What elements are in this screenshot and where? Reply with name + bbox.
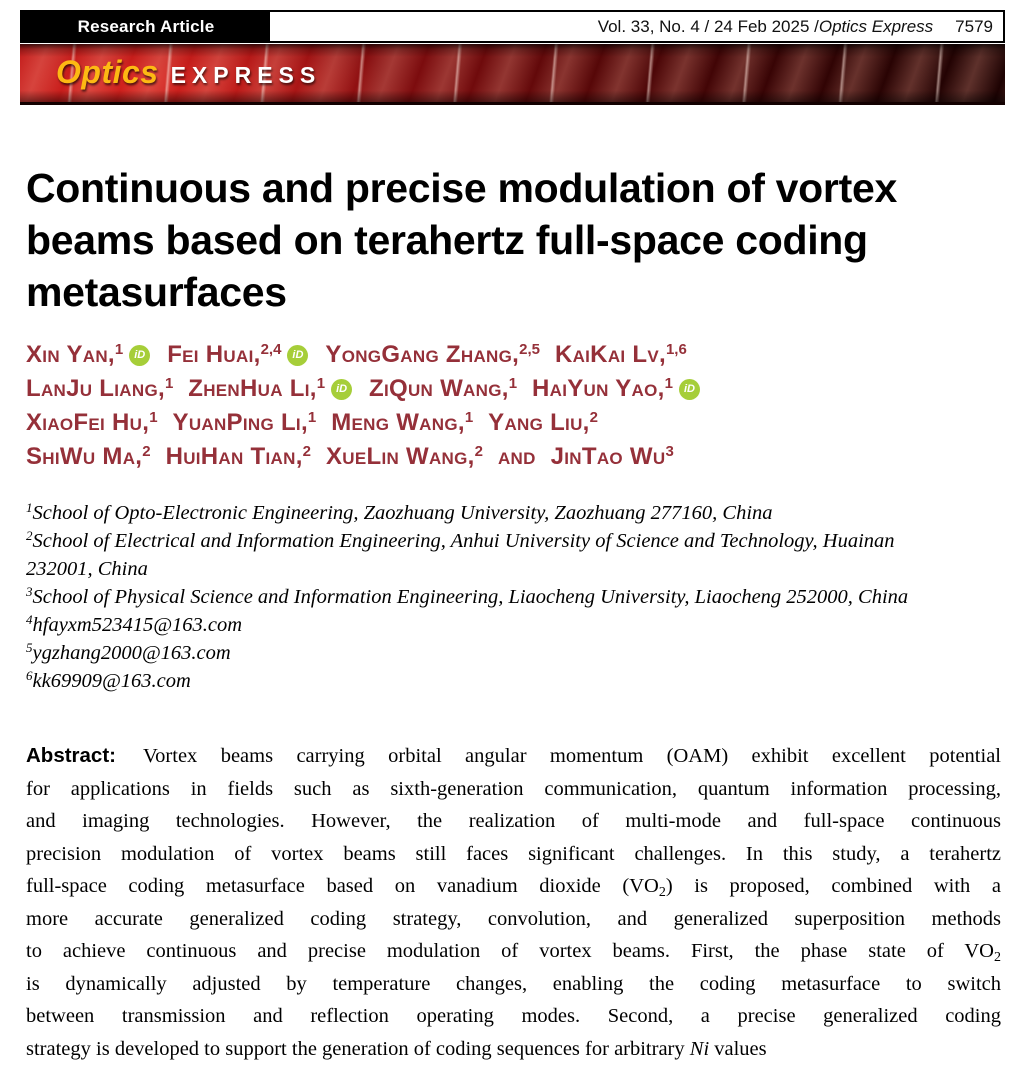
article-title <box>26 162 1004 318</box>
author-name-text: JinTao Wu <box>551 443 666 470</box>
abstract-line: full-space coding metasurface based on vanadium dioxide $(VO_2)$ is proposed, combined with a <box>26 870 1001 903</box>
affiliation-sup: 6 <box>26 668 33 683</box>
author-affiliation-sup: 1 <box>509 375 517 392</box>
author-list <box>26 338 1016 474</box>
article-title-line: Continuous and precise modulation of vortex <box>26 162 1004 214</box>
author-affiliation-sup: 2 <box>142 443 150 460</box>
article-type-badge <box>22 12 270 41</box>
subscript: 2 <box>994 950 1001 965</box>
abstract-line: and imaging technologies. However, the realization of multi-mode and full-space continuous <box>26 805 1001 838</box>
author-name: YuanPing Li,$^1$ <box>173 409 317 436</box>
author-name-text: LanJu Liang <box>26 375 158 402</box>
author-affiliation-sup: 2 <box>475 443 483 460</box>
email-line[interactable]: $^6$kk69909@163.com <box>26 667 1024 695</box>
affiliation-line: $^1$School of Opto-Electronic Engineering, Zaozhuang University, Zaozhuang 277160, China <box>26 499 1024 527</box>
author-affiliation-sup: 1 <box>115 341 123 358</box>
email-line[interactable]: $^4$hfayxm523415@163.com <box>26 611 1024 639</box>
author-name: Meng Wang,$^1$ <box>331 409 473 436</box>
abstract-line: for applications in fields such as sixth-generation communication, quantum information processing, <box>26 773 1001 806</box>
author-name: Fei Huai,$^{2,4}$ iD <box>167 341 310 368</box>
orcid-icon[interactable]: iD <box>679 379 700 400</box>
affiliation-sup: 5 <box>26 640 33 655</box>
article-title-line: metasurfaces <box>26 266 1004 318</box>
affiliation-line-continuation: 232001, China <box>26 558 148 580</box>
affiliation-line: $^2$School of Electrical and Information Engineering, Anhui University of Science and Technology, Huainan 232001, China <box>26 527 1024 583</box>
author-name-text: Yang Liu <box>488 409 583 436</box>
author-name-text: XueLin Wang <box>326 443 468 470</box>
affiliation-list <box>26 499 1024 695</box>
affiliation-sup: 4 <box>26 612 33 627</box>
affiliation-line: $^3$School of Physical Science and Information Engineering, Liaocheng University, Liaocheng 252000, China <box>26 583 1024 611</box>
author-name: Yang Liu,$^2$ <box>488 409 598 436</box>
author-affiliation-sup: 3 <box>665 443 673 460</box>
author-name-text: KaiKai Lv <box>555 341 659 368</box>
author-name: ZiQun Wang,$^1$ <box>369 375 517 402</box>
author-name-text: Xin Yan <box>26 341 108 368</box>
subscript: 2 <box>659 885 666 900</box>
abstract-line: more accurate generalized coding strategy, convolution, and generalized superposition methods <box>26 903 1001 936</box>
author-connector: and <box>498 443 536 470</box>
abstract-line: is dynamically adjusted by temperature changes, enabling the coding metasurface to switch <box>26 968 1001 1001</box>
author-affiliation-sup: 2,4 <box>261 341 282 358</box>
orcid-icon[interactable]: iD <box>129 345 150 366</box>
abstract-label: Abstract: <box>26 744 120 767</box>
author-name: HaiYun Yao,$^1$ iD <box>532 375 702 402</box>
orcid-icon[interactable]: iD <box>287 345 308 366</box>
author-name: HuiHan Tian,$^2$ <box>166 443 311 470</box>
author-name-text: HaiYun Yao <box>532 375 658 402</box>
author-affiliation-sup: 2,5 <box>519 341 540 358</box>
abstract-line: Abstract: Vortex beams carrying orbital angular momentum (OAM) exhibit excellent potential <box>26 740 1001 773</box>
abstract-line: to achieve continuous and precise modulation of vortex beams. First, the phase state of $VO_2$ <box>26 935 1001 968</box>
affiliation-sup: 2 <box>26 528 33 543</box>
author-name-text: XiaoFei Hu <box>26 409 142 436</box>
author-name: XueLin Wang,$^2$ <box>326 443 483 470</box>
optics-express-logo <box>56 54 321 91</box>
italic-term: Ni <box>690 1038 709 1060</box>
affiliation-sup: 3 <box>26 584 33 599</box>
journal-volume-info <box>270 12 1003 41</box>
author-name: YongGang Zhang,$^{2,5}$ <box>325 341 540 368</box>
author-affiliation-sup: 1 <box>149 409 157 426</box>
page-number: 7579 <box>955 17 993 37</box>
volume-date-text: Vol. 33, No. 4 / 24 Feb 2025 / <box>598 17 819 37</box>
author-name <box>551 443 674 470</box>
logo-express-text: EXPRESS <box>171 62 322 89</box>
author-affiliation-sup: 1 <box>165 375 173 392</box>
optics-express-banner <box>20 44 1005 105</box>
author-affiliation-sup: 1 <box>465 409 473 426</box>
author-name: KaiKai Lv,$^{1,6}$ <box>555 341 687 368</box>
author-name-text: Fei Huai <box>167 341 253 368</box>
affiliation-sup: 1 <box>26 500 33 515</box>
article-title-line: beams based on terahertz full-space coding <box>26 214 1004 266</box>
author-name-text: HuiHan Tian <box>166 443 296 470</box>
author-affiliation-sup: 1 <box>665 375 673 392</box>
author-name-text: Meng Wang <box>331 409 458 436</box>
author-affiliation-sup: 2 <box>590 409 598 426</box>
author-name: Xin Yan,$^1$ iD <box>26 341 152 368</box>
author-name-text: YuanPing Li <box>173 409 301 436</box>
abstract-line: between transmission and reflection operating modes. Second, a precise generalized coding <box>26 1000 1001 1033</box>
author-name: LanJu Liang,$^1$ <box>26 375 173 402</box>
author-affiliation-sup: 1 <box>308 409 316 426</box>
author-affiliation-sup: 1 <box>317 375 325 392</box>
abstract-line: precision modulation of vortex beams still faces significant challenges. In this study, a terahertz <box>26 838 1001 871</box>
email-line[interactable]: $^5$ygzhang2000@163.com <box>26 639 1024 667</box>
author-name: ZhenHua Li,$^1$ iD <box>188 375 354 402</box>
journal-header-bar <box>20 10 1005 43</box>
logo-optics-text: Optics <box>56 54 159 91</box>
abstract-line: strategy is developed to support the generation of coding sequences for arbitrary Ni values <box>26 1033 1001 1065</box>
journal-name: Optics Express <box>819 17 933 37</box>
author-name-text: ZhenHua Li <box>188 375 310 402</box>
author-name: ShiWu Ma,$^2$ <box>26 443 151 470</box>
article-type-label: Research Article <box>78 17 215 37</box>
abstract-section <box>26 740 1001 1065</box>
author-name-text: YongGang Zhang <box>325 341 512 368</box>
orcid-icon[interactable]: iD <box>331 379 352 400</box>
author-name-text: ZiQun Wang <box>369 375 502 402</box>
author-name-text: ShiWu Ma <box>26 443 135 470</box>
author-name: XiaoFei Hu,$^1$ <box>26 409 158 436</box>
author-affiliation-sup: 2 <box>303 443 311 460</box>
author-affiliation-sup: 1,6 <box>666 341 687 358</box>
